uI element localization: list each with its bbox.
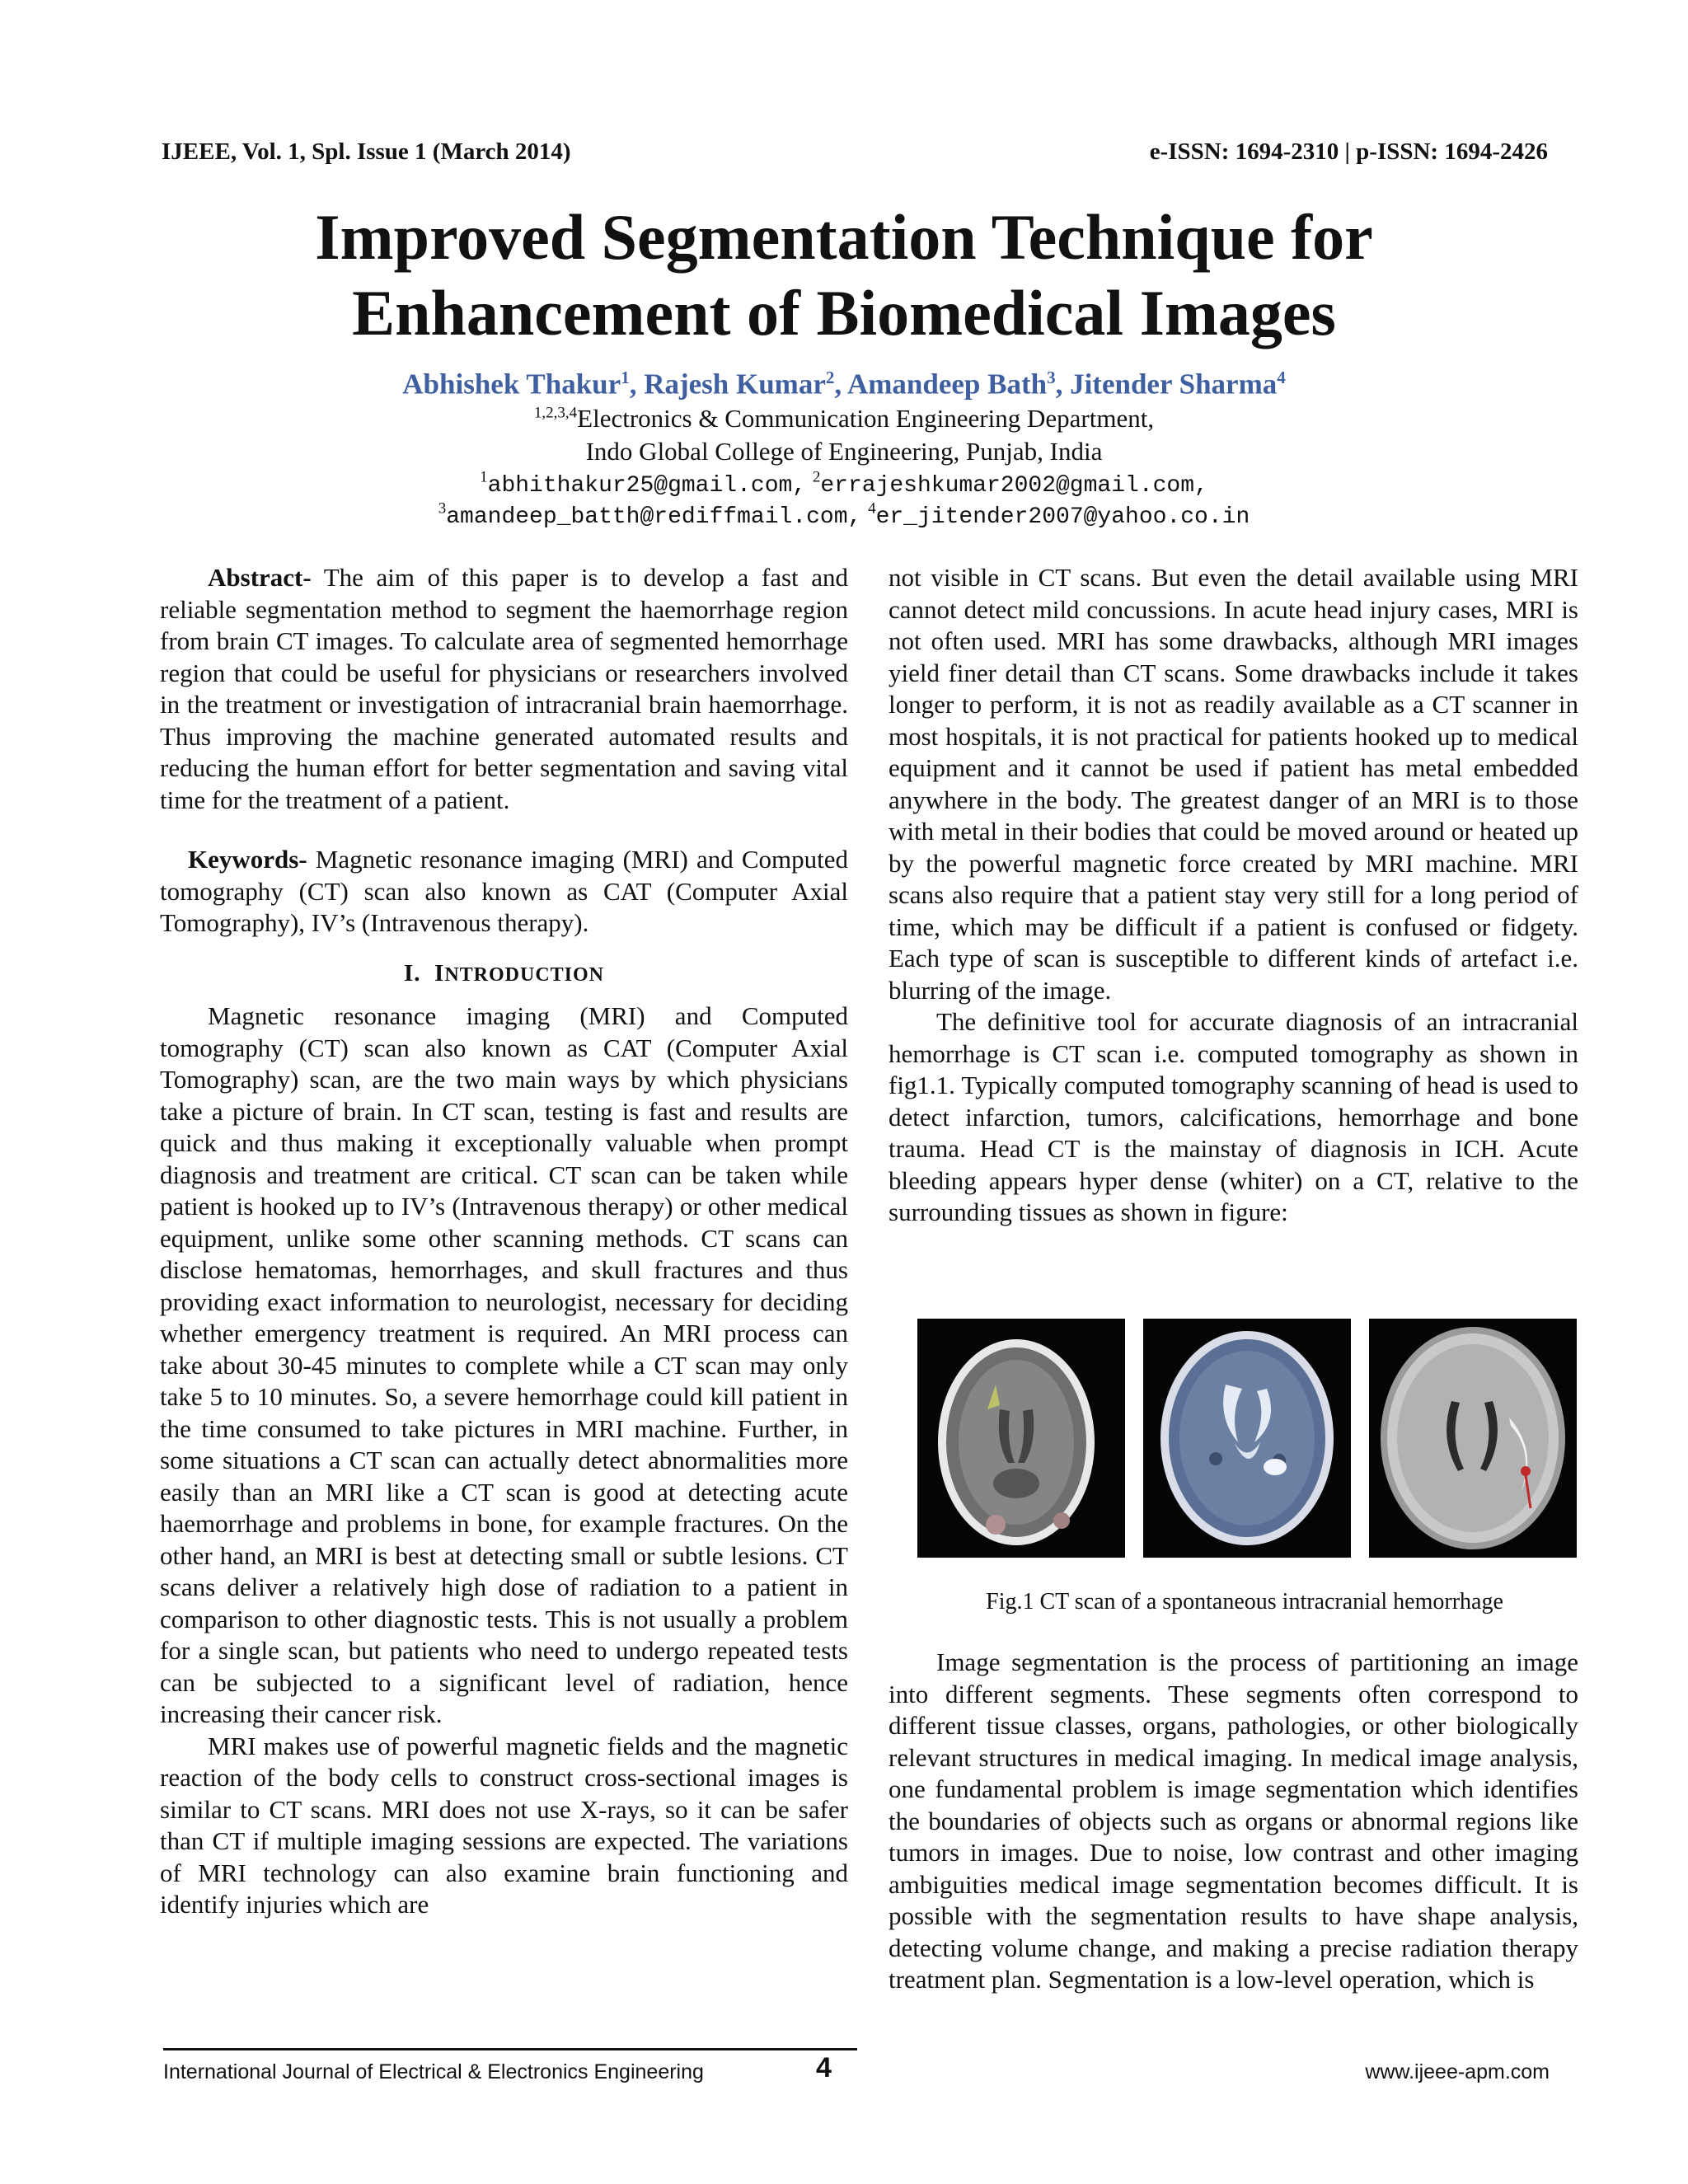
- right-column: [889, 562, 1578, 1229]
- affiliation-dept: $^{1,2,3,4}$Electronics & Communication Engineering Department,: [533, 404, 1155, 433]
- email-line-1: $^1$abhithakur25@gmail.com, $^2$errajeshkumar2002@gmail.com,: [480, 468, 1208, 499]
- author-name: Jitender Sharma: [1070, 368, 1278, 401]
- author-sup: 2: [825, 368, 835, 387]
- email-link[interactable]: errajeshkumar2002@gmail.com,: [820, 473, 1208, 499]
- email-link[interactable]: amandeep_batth@rediffmail.com,: [446, 504, 862, 530]
- paragraph: Magnetic resonance imaging (MRI) and Computed tomography (CT) scan also known as CAT (Computer Axial Tomography) scan, are the two main ways by which physicians take a picture of brain. In CT scan, testing is fast and results are quick and thus making it exceptionally valuable when prompt diagnosis and treatment are critical. CT scan can be taken while patient is hooked up to IV’s (Intravenous therapy) or other medical equipment, unlike some other scanning methods. CT scans can disclose hematomas, hemorrhages, and skull fractures and thus providing exact information to neurologist, necessary for deciding whether emergency treatment is required. An MRI process can take about 30-45 minutes to complete while a CT scan may only take 5 to 10 minutes. So, a severe hemorrhage could kill patient in the time consumed to take pictures in MRI machine. Further, in some situations a CT scan can actually detect abnormalities more easily than an MRI like a CT scan is good at detecting acute haemorrhage and problems in bone, for example fractures. On the other hand, an MRI is best at detecting small or subtle lesions. CT scans deliver a relatively high dose of radiation to a patient in comparison to other diagnostic tests. This is not usually a problem for a single scan, but patients who need to undergo repeated tests can be subjected to a significant level of radiation, hence increasing their cancer risk.: [160, 1001, 848, 1728]
- affiliation-sup: 1,2,3,4: [533, 404, 578, 422]
- keywords-label: Keywords-: [188, 845, 307, 874]
- keywords-text: Magnetic resonance imaging (MRI) and Computed tomography (CT) scan also known as CAT (Computer Axial Tomography), IV’s (Intravenous therapy).: [160, 845, 848, 937]
- affiliation-college: Indo Global College of Engineering, Punjab, India: [585, 437, 1103, 466]
- footer-journal-name: International Journal of Electrical & Electronics Engineering: [163, 2060, 704, 2083]
- paragraph: not visible in CT scans. But even the detail available using MRI cannot detect mild concussions. In acute head injury cases, MRI is not often used. MRI has some drawbacks, although MRI images yield finer detail than CT scans. Some drawbacks include it takes longer to perform, it is not as readily available as a CT scanner in most hospitals, it is not practical for patients hooked up to medical equipment and it cannot be used if patient has metal embedded anywhere in the body. The greatest danger of an MRI is to those with metal in their bodies that could be moved around or heated up by the powerful magnetic force created by MRI machine. MRI scans also require that a patient stay very still for a long period of time, which may be difficult if a patient is confused or fidgety. Each type of scan is susceptible to different kinds of artefact i.e. blurring of the image.: [889, 563, 1578, 1005]
- ct-scan-image-1: [917, 1319, 1125, 1558]
- author-sup: 1: [621, 368, 630, 387]
- author-name: Rajesh Kumar: [644, 368, 826, 401]
- abstract-label: Abstract-: [208, 563, 312, 592]
- email-link[interactable]: abhithakur25@gmail.com,: [487, 473, 807, 499]
- email-link[interactable]: er_jitender2007@yahoo.co.in: [875, 504, 1250, 530]
- paragraph: Image segmentation is the process of partitioning an image into different segments. These segments often correspond to different tissue classes, organs, pathologies, or other biologically relevant structures in medical imaging. In medical image analysis, one fundamental problem is image segmentation which identifies the boundaries of objects such as organs or abnormal regions like tumors in images. Due to noise, low contrast and other imaging ambiguities medical image segmentation becomes difficult. It is possible with the segmentation results to have shape analysis, detecting volume change, and making a precise radiation therapy treatment plan. Segmentation is a low-level operation, which is: [889, 1647, 1578, 1994]
- author-name: Abhishek Thakur: [402, 368, 621, 401]
- issn-info: e-ISSN: 1694-2310 | p-ISSN: 1694-2426: [1149, 138, 1548, 165]
- ct-scan-image-2: [1143, 1319, 1351, 1558]
- email-line-2: $^3$amandeep_batth@rediffmail.com, $^4$er_jitender2007@yahoo.co.in: [438, 499, 1250, 530]
- title-line-1: Improved Segmentation Technique for: [315, 201, 1373, 273]
- keywords: [160, 844, 848, 940]
- right-column-lower: [889, 1647, 1578, 1996]
- figure-ct-scans: [917, 1319, 1577, 1558]
- footer-divider: [163, 2048, 857, 2050]
- paper-title: [0, 199, 1688, 351]
- mri-scan-image-3: [1369, 1319, 1577, 1558]
- section-heading: I. INTRODUCTION: [403, 959, 605, 987]
- left-column: [160, 562, 848, 1921]
- author-sup: 3: [1047, 368, 1056, 387]
- author-name: Amandeep Bath: [846, 368, 1048, 401]
- page-number: 4: [816, 2052, 832, 2083]
- footer-url[interactable]: www.ijeee-apm.com: [1365, 2060, 1550, 2083]
- paragraph: MRI makes use of powerful magnetic fields and the magnetic reaction of the body cells to construct cross-sectional images is similar to CT scans. MRI does not use X-rays, so it can be safer than CT if multiple imaging sessions are expected. The variations of MRI technology can also examine brain functioning and identify injuries which are: [160, 1731, 848, 1919]
- title-line-2: Enhancement of Biomedical Images: [352, 277, 1336, 349]
- abstract: [160, 562, 848, 816]
- author-sup: 4: [1277, 368, 1286, 387]
- journal-citation: IJEEE, Vol. 1, Spl. Issue 1 (March 2014): [162, 138, 571, 165]
- paragraph: The definitive tool for accurate diagnosis of an intracranial hemorrhage is CT scan i.e. computed tomography as shown in fig1.1. Typically computed tomography scanning of head is used to detect infarction, tumors, calcifications, hemorrhage and bone trauma. Head CT is the mainstay of diagnosis in ICH. Acute bleeding appears hyper dense (whiter) on a CT, relative to the surrounding tissues as shown in figure:: [889, 1007, 1578, 1226]
- author-list: Abhishek Thakur$^1$, Rajesh Kumar$^2$, Amandeep Bath$^3$, Jitender Sharma$^4$: [402, 368, 1286, 401]
- figure-caption: Fig.1 CT scan of a spontaneous intracranial hemorrhage: [986, 1589, 1503, 1615]
- abstract-text: The aim of this paper is to develop a fast and reliable segmentation method to segment the haemorrhage region from brain CT images. To calculate area of segmented hemorrhage region that could be useful for physicians or researchers involved in the treatment or investigation of intracranial brain haemorrhage. Thus improving the machine generated automated results and reducing the human effort for better segmentation and saving vital time for the treatment of a patient.: [160, 563, 848, 814]
